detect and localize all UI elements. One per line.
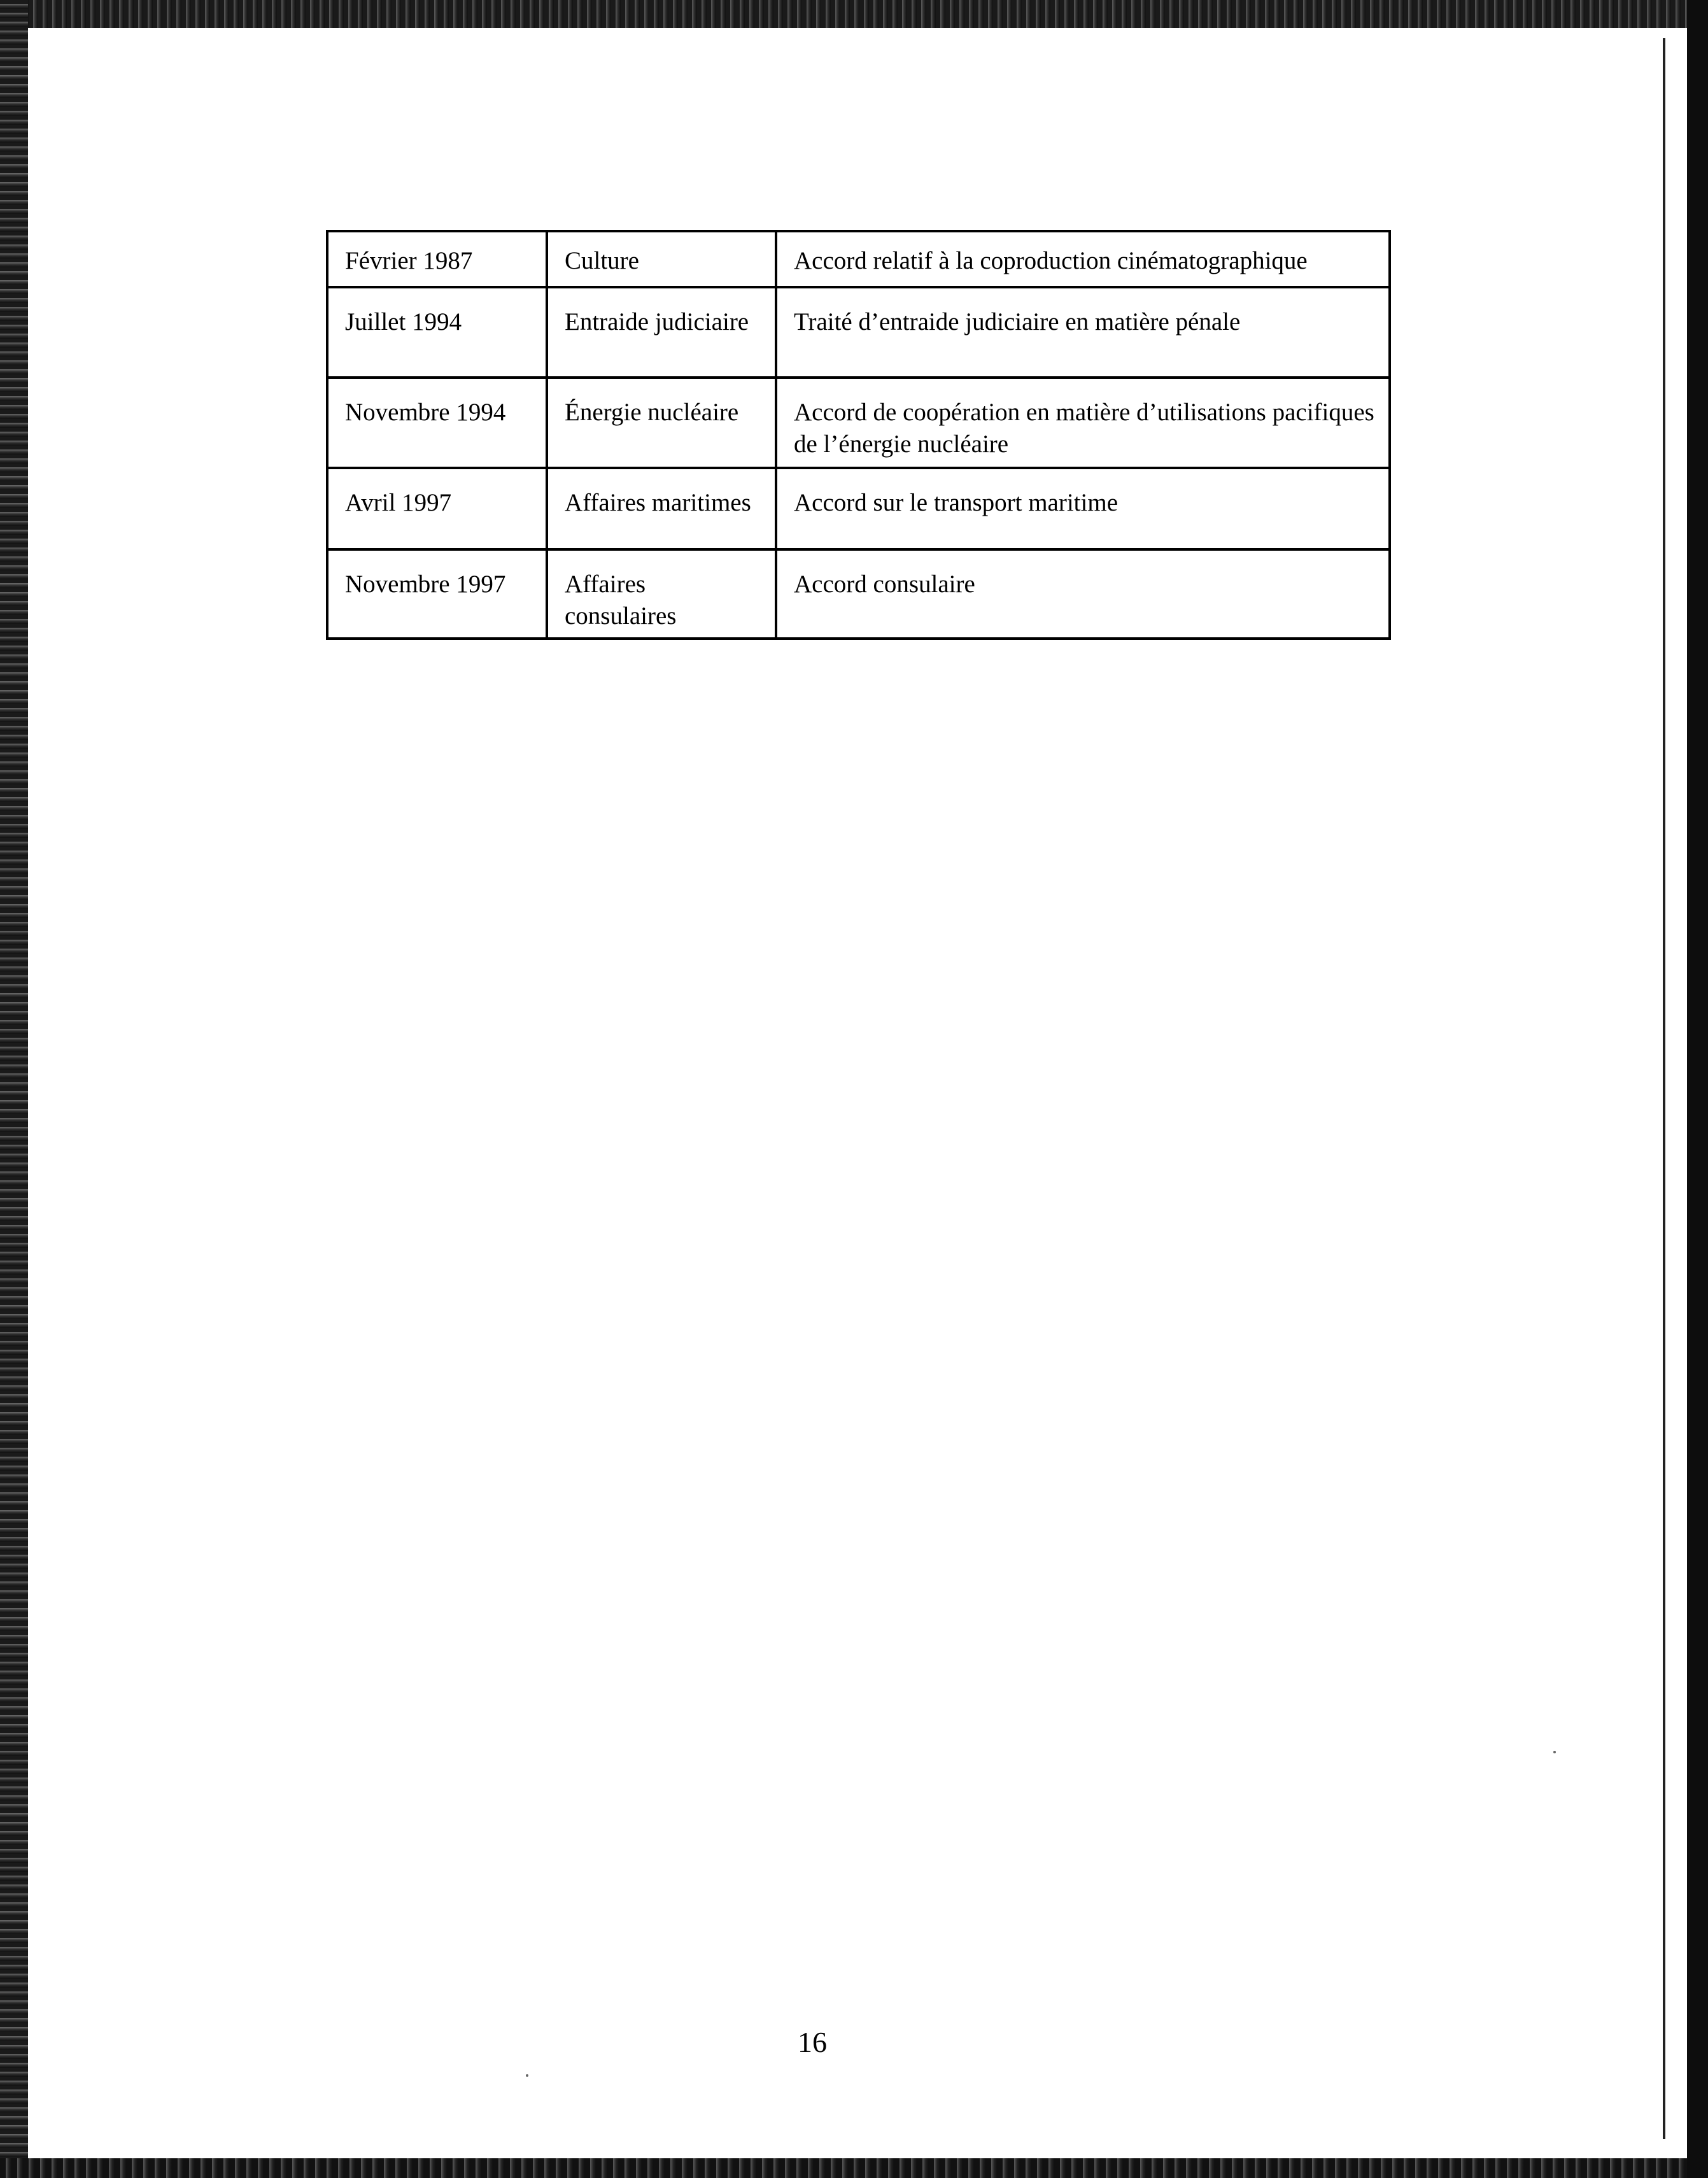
scan-speck <box>526 2074 528 2077</box>
table-row <box>327 287 1390 378</box>
scan-edge-line <box>1663 38 1665 2139</box>
domain-cell: Énergie nucléaire <box>547 378 776 468</box>
table-row <box>327 549 1390 639</box>
scan-border-right <box>1687 0 1708 2178</box>
table-row <box>327 231 1390 287</box>
scan-border-left <box>0 0 28 2178</box>
date-cell: Novembre 1997 <box>327 549 547 639</box>
domain-cell: Entraide judiciaire <box>547 287 776 378</box>
scan-speck <box>1553 1751 1556 1753</box>
description-cell: Accord consulaire <box>776 549 1390 639</box>
description-cell: Traité d’entraide judiciaire en matière pénale <box>776 287 1390 378</box>
page-number: 16 <box>798 2026 827 2058</box>
date-cell: Avril 1997 <box>327 468 547 549</box>
table-row <box>327 378 1390 468</box>
date-cell: Février 1987 <box>327 231 547 287</box>
domain-cell: Affaires consulaires <box>547 549 776 639</box>
domain-cell: Culture <box>547 231 776 287</box>
description-cell: Accord sur le transport maritime <box>776 468 1390 549</box>
scan-border-bottom <box>0 2158 1708 2178</box>
date-cell: Juillet 1994 <box>327 287 547 378</box>
description-cell: Accord relatif à la coproduction cinématographique <box>776 231 1390 287</box>
date-cell: Novembre 1994 <box>327 378 547 468</box>
domain-cell: Affaires maritimes <box>547 468 776 549</box>
agreements-table <box>326 230 1391 640</box>
table-row <box>327 468 1390 549</box>
description-cell: Accord de coopération en matière d’utilisations pacifiques de l’énergie nucléaire <box>776 378 1390 468</box>
scan-border-top <box>0 0 1708 28</box>
